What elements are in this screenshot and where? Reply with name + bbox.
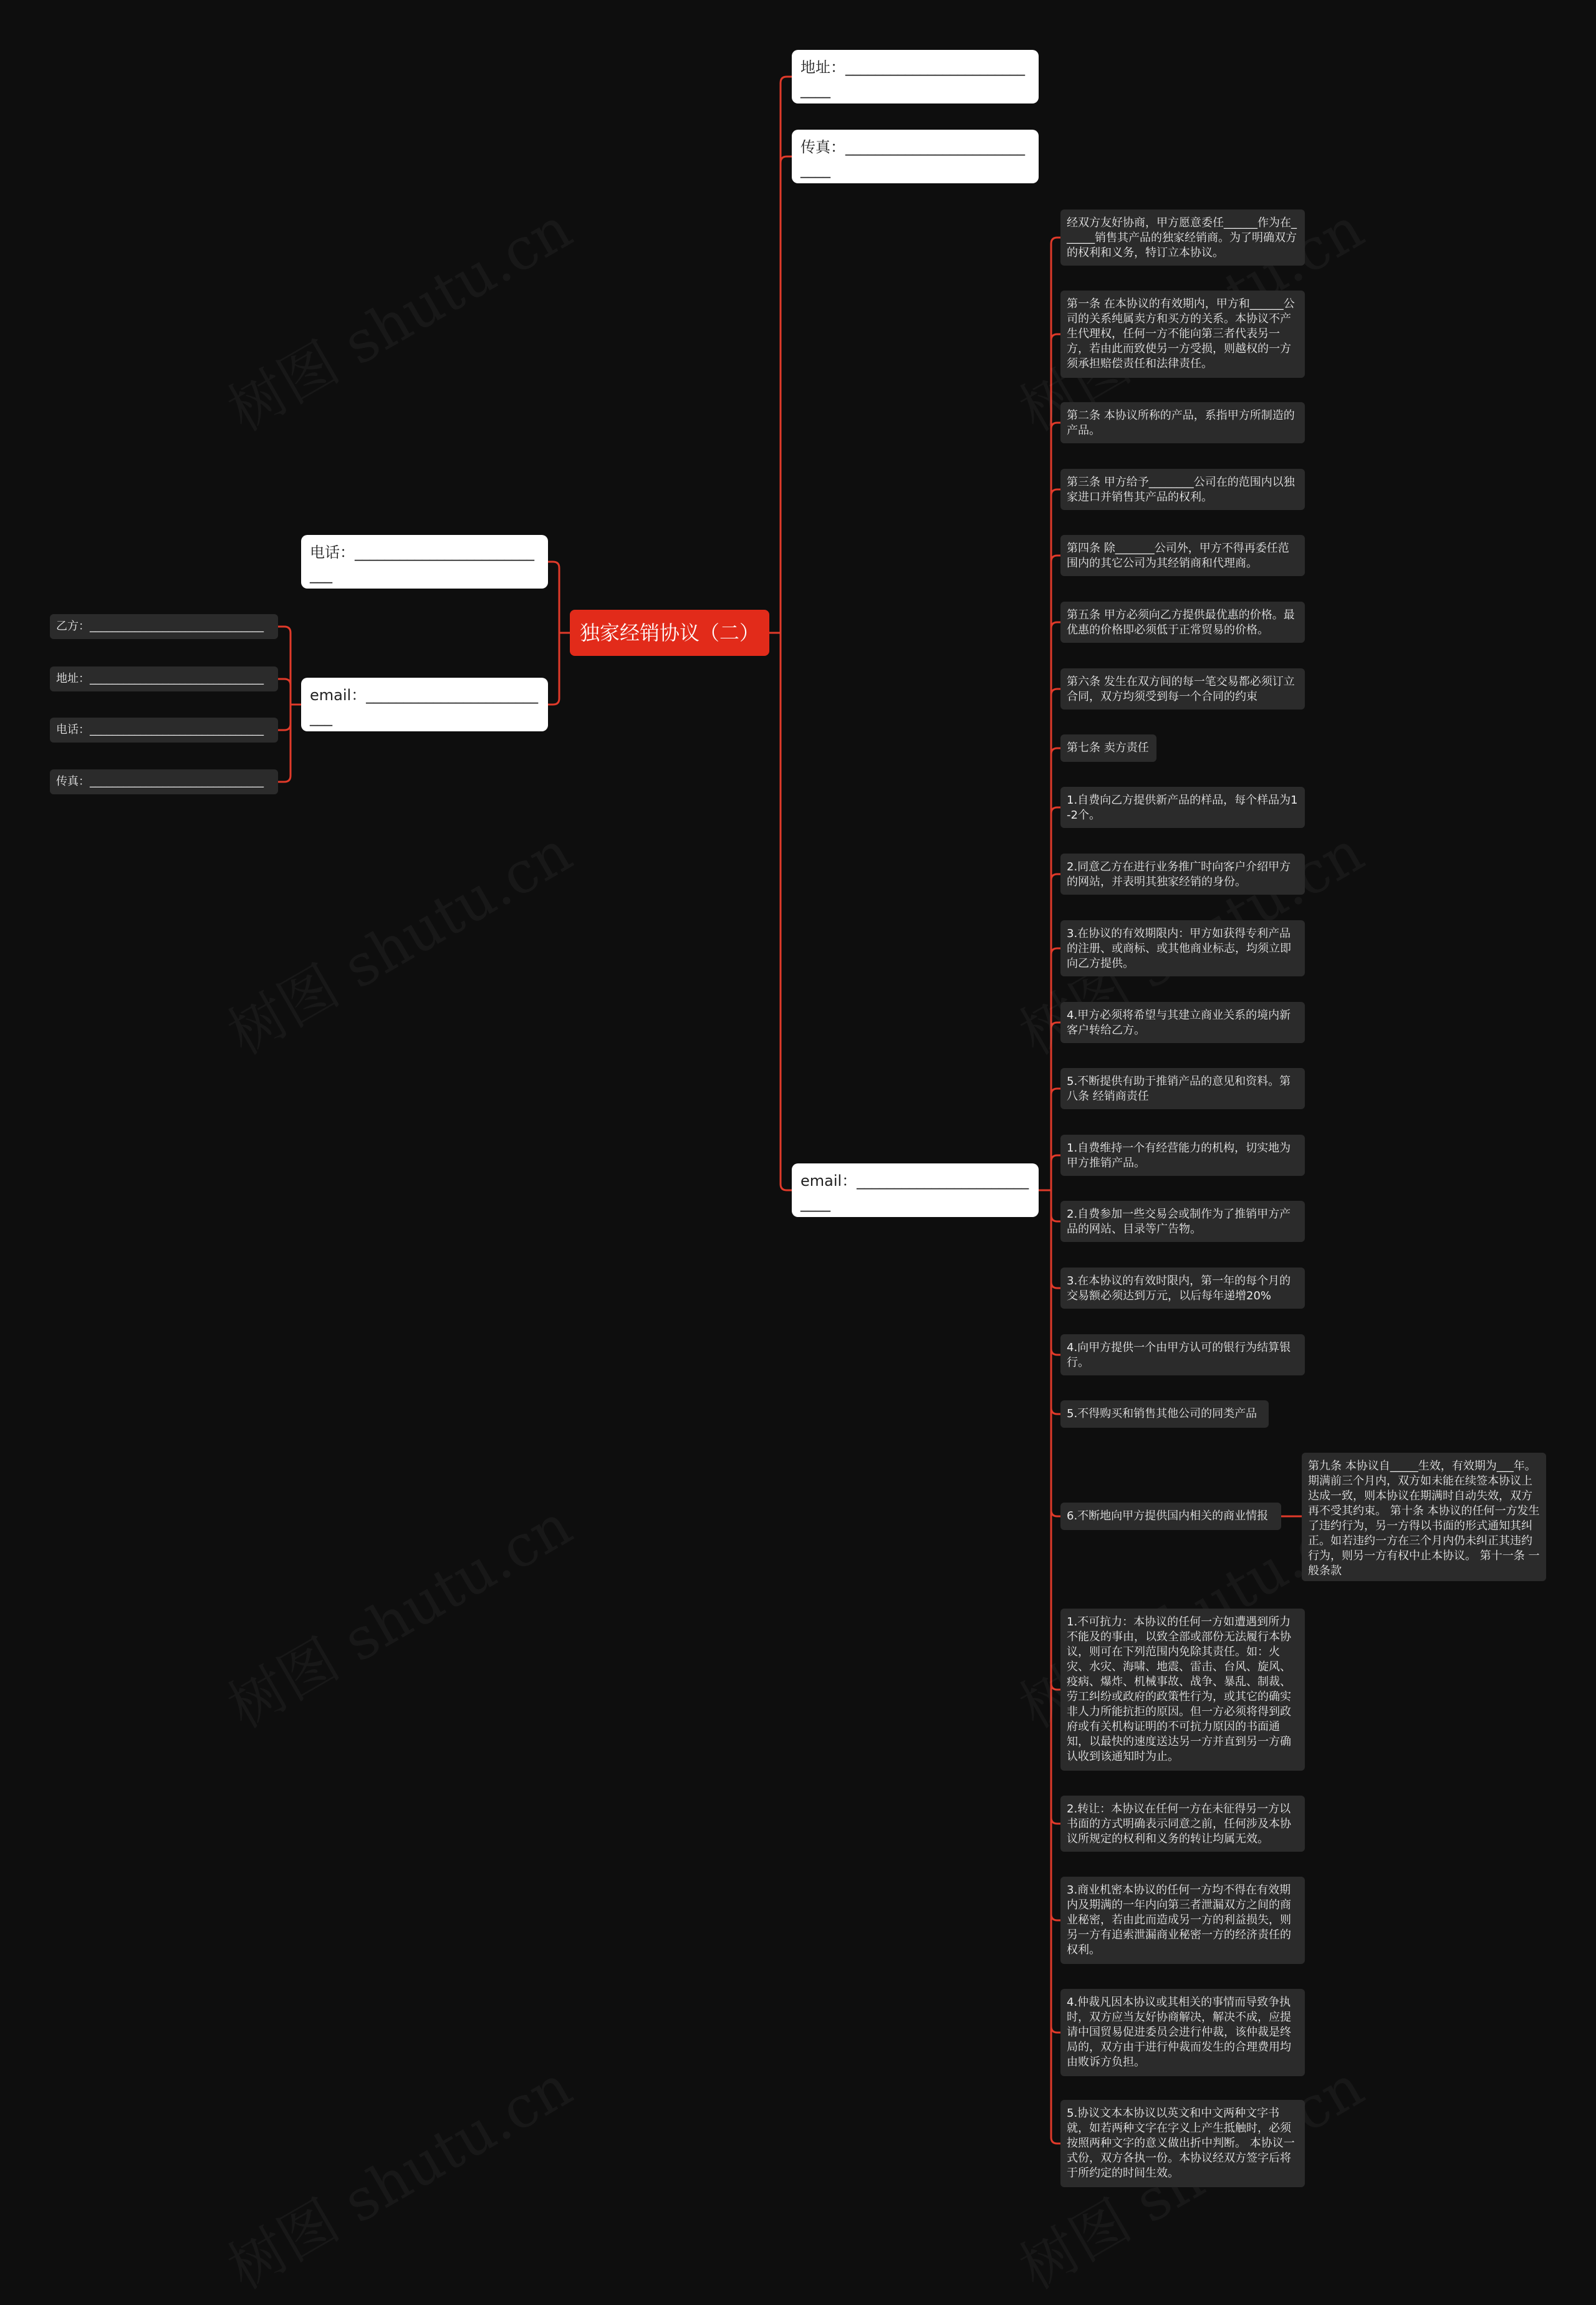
- root-node[interactable]: 独家经销协议（二）: [570, 610, 769, 656]
- node-party-b-fax[interactable]: 传真：_______________________________: [50, 769, 278, 794]
- clause-node[interactable]: 6.不断地向甲方提供国内相关的商业情报: [1060, 1503, 1281, 1530]
- connector-line: [1051, 1817, 1060, 1824]
- clause-node[interactable]: 第一条 在本协议的有效期内，甲方和______公司的关系纯属卖方和买方的关系。本协议不产生代理权，任何一方不能向第三者代表另一方，若由此而致使另一方受损，则越权的一方须承担赔偿责任和法律责任。: [1060, 291, 1305, 378]
- ninth-clause-node[interactable]: 第九条 本协议自_____生效，有效期为___年。期满前三个月内，双方如未能在续签本协议上达成一致，则本协议在期满时自动失效，双方再不受其约束。 第十条 本协议的任何一方发生了违约行为，另一方得以书面的形式通知其纠正。如若违约一方在三个月内仍未纠正其违约行为，则另一方有权中止本协议。 第十一条 一般条款: [1302, 1453, 1546, 1581]
- clause-node[interactable]: 3.在协议的有效期限内：甲方如获得专利产品的注册、或商标、或其他商业标志，均须立即向乙方提供。: [1060, 920, 1305, 976]
- connector-line: [1051, 2137, 1060, 2144]
- clause-node[interactable]: 2.自费参加一些交易会或制作为了推销甲方产品的网站、目录等广告物。: [1060, 1201, 1305, 1242]
- connector-line: [781, 77, 792, 83]
- connector-line: [1051, 1510, 1060, 1516]
- node-right-email[interactable]: email：___________________________: [792, 1163, 1039, 1217]
- connector-line: [1051, 1914, 1060, 1920]
- clause-node[interactable]: 4.向甲方提供一个由甲方认可的银行为结算银行。: [1060, 1334, 1305, 1375]
- connector-line: [1051, 1408, 1060, 1414]
- connector-line: [1051, 489, 1060, 496]
- connector-line: [1051, 2026, 1060, 2033]
- clause-node[interactable]: 1.不可抗力：本协议的任何一方如遭遇到所力不能及的事由，以致全部或部份无法履行本协议，则可在下列范围内免除其责任。如：火灾、水灾、海啸、地震、雷击、台风、旋风、疫病、爆炸、机械事故、战争、暴乱、制裁、劳工纠纷或政府的政策性行为，或其它的确实非人力所能抗拒的原因。但一方必须将得到政府或有关机构证明的不可抗力原因的书面通知，以最快的速度送达另一方并直到另一方确认收到该通知时为止。: [1060, 1609, 1305, 1771]
- node-right-fax[interactable]: 传真：____________________________: [792, 130, 1039, 183]
- clause-node[interactable]: 2.转让：本协议在任何一方在未征得另一方以书面的方式明确表示同意之前，任何涉及本协议所规定的权利和义务的转让均属无效。: [1060, 1796, 1305, 1852]
- clause-node[interactable]: 1.自费向乙方提供新产品的样品，每个样品为1-2个。: [1060, 787, 1305, 828]
- connector-line: [781, 1184, 792, 1190]
- connector-line: [1051, 1282, 1060, 1288]
- clause-node[interactable]: 1.自费维持一个有经营能力的机构，切实地为甲方推销产品。: [1060, 1135, 1305, 1176]
- connector-line: [278, 776, 291, 782]
- clause-node[interactable]: 第六条 发生在双方间的每一笔交易都必须订立合同，双方均须受到每一个合同的约束: [1060, 668, 1305, 710]
- connector-line: [1051, 238, 1060, 244]
- clause-node[interactable]: 3.商业机密本协议的任何一方均不得在有效期内及期满的一年内向第三者泄漏双方之间的商业秘密，若由此而造成另一方的利益损失，则另一方有追索泄漏商业秘密一方的经济责任的权利。: [1060, 1877, 1305, 1964]
- clause-node[interactable]: 第四条 除_______公司外，甲方不得再委任范围内的其它公司为其经销商和代理商。: [1060, 535, 1305, 576]
- clause-node[interactable]: 2.同意乙方在进行业务推广时向客户介绍甲方的网站，并表明其独家经销的身份。: [1060, 854, 1305, 895]
- connector-line: [278, 627, 291, 633]
- connector-line: [1051, 689, 1060, 695]
- clause-node[interactable]: 4.甲方必须将希望与其建立商业关系的境内新客户转给乙方。: [1060, 1002, 1305, 1043]
- connector-line: [1051, 1023, 1060, 1029]
- connector-line: [1051, 748, 1060, 754]
- connector-line: [1051, 807, 1060, 814]
- connector-line: [1051, 622, 1060, 628]
- connector-line: [781, 156, 792, 163]
- node-left-phone[interactable]: 电话：___________________________: [301, 535, 548, 589]
- node-party-b[interactable]: 乙方：_______________________________: [50, 614, 278, 639]
- clause-node[interactable]: 第三条 甲方给予________公司在的范围内以独家进口并销售其产品的权利。: [1060, 469, 1305, 510]
- clause-node[interactable]: 5.不断提供有助于推销产品的意见和资料。第八条 经销商责任: [1060, 1068, 1305, 1109]
- node-right-address[interactable]: 地址：____________________________: [792, 50, 1039, 103]
- connector-line: [1051, 556, 1060, 562]
- clause-node[interactable]: 第二条 本协议所称的产品，系指甲方所制造的产品。: [1060, 402, 1305, 443]
- node-party-b-address[interactable]: 地址：_______________________________: [50, 666, 278, 691]
- connector-line: [278, 679, 291, 685]
- connector-line: [1051, 1683, 1060, 1690]
- connector-line: [548, 562, 559, 568]
- connector-line: [1051, 1089, 1060, 1095]
- node-party-b-phone[interactable]: 电话：_______________________________: [50, 718, 278, 743]
- clause-node[interactable]: 3.在本协议的有效时限内，第一年的每个月的交易额必须达到万元，以后每年递增20%: [1060, 1268, 1305, 1309]
- clause-node[interactable]: 5.协议文本本协议以英文和中文两种文字书就，如若两种文字在字义上产生抵触时，必须按照两种文字的意义做出折中判断。 本协议一式份，双方各执一份。本协议经双方签字后将于所约定的时间生效。: [1060, 2100, 1305, 2187]
- connector-line: [278, 724, 291, 730]
- connector-line: [548, 698, 559, 705]
- clause-node[interactable]: 第七条 卖方责任: [1060, 734, 1156, 762]
- connector-line: [1051, 1155, 1060, 1162]
- clause-node[interactable]: 第五条 甲方必须向乙方提供最优惠的价格。最优惠的价格即必须低于正常贸易的价格。: [1060, 602, 1305, 643]
- node-left-email[interactable]: email：__________________________: [301, 678, 548, 731]
- clause-node[interactable]: 4.仲裁凡因本协议或其相关的事情而导致争执时，双方应当友好协商解决，解决不成，应提请中国贸易促进委员会进行仲裁，该仲裁是终局的，双方由于进行仲裁而发生的合理费用均由败诉方负担。: [1060, 1989, 1305, 2076]
- connector-line: [1051, 1215, 1060, 1221]
- connector-line: [1051, 874, 1060, 880]
- connector-line: [1051, 948, 1060, 955]
- connector-line: [1051, 1349, 1060, 1355]
- clause-node[interactable]: 5.不得购买和销售其他公司的同类产品: [1060, 1400, 1269, 1428]
- clause-node[interactable]: 经双方友好协商，甲方愿意委任______作为在______销售其产品的独家经销商。为了明确双方的权利和义务，特订立本协议。: [1060, 209, 1305, 266]
- connector-line: [1051, 423, 1060, 429]
- connector-line: [1051, 334, 1060, 340]
